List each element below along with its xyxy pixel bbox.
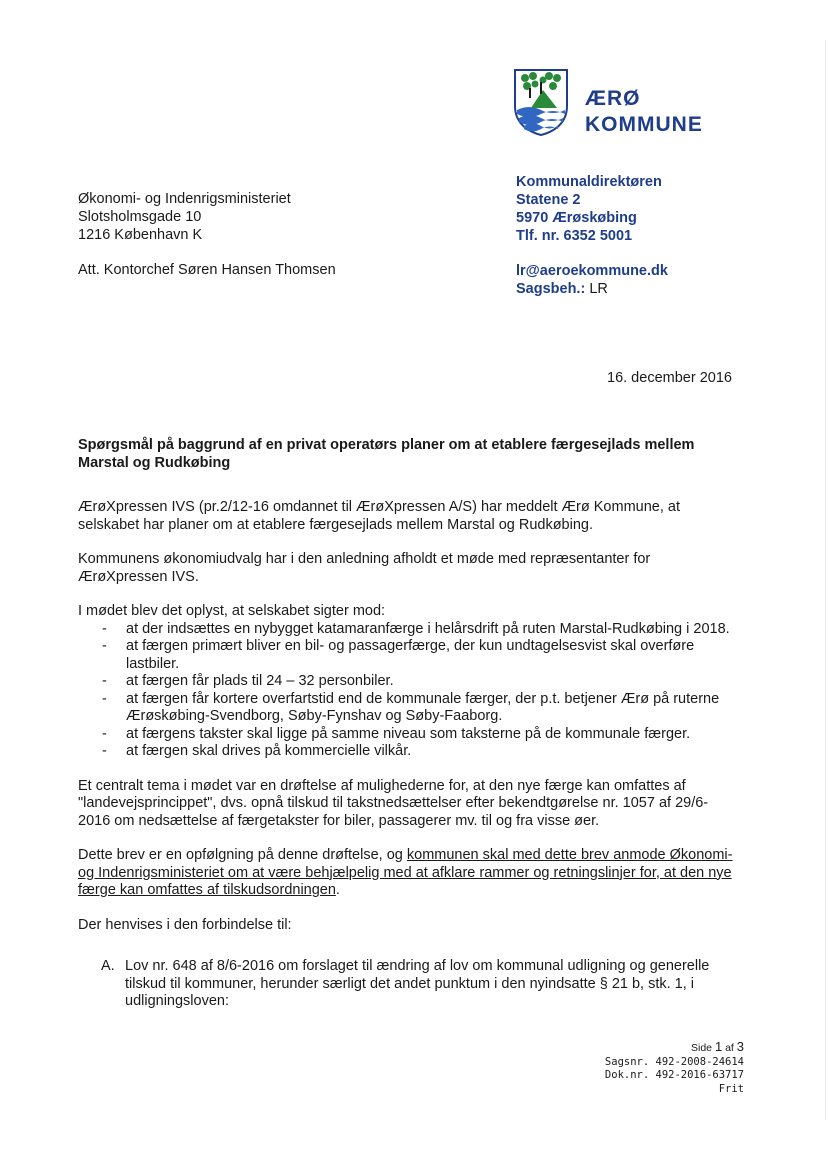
sender-address — [516, 173, 662, 245]
sender-phone: Tlf. nr. 6352 5001 — [516, 228, 633, 244]
sender-email[interactable]: lr@aeroekommune.dk — [516, 263, 668, 279]
paragraph-5-end: . — [335, 882, 340, 898]
letter-body — [78, 437, 740, 1011]
list-item — [78, 726, 740, 744]
goals-list — [78, 621, 740, 761]
municipality-name — [585, 86, 703, 138]
paragraph-3: I mødet blev det oplyst, at selskabet sigter mod: — [78, 603, 386, 619]
case-handler-label: Sagsbeh.: — [516, 281, 586, 297]
sender-title: Kommunaldirektøren — [516, 174, 662, 190]
list-dash: - — [102, 743, 107, 759]
case-number: Sagsnr. 492-2008-24614 — [604, 1055, 744, 1068]
list-dash: - — [102, 690, 107, 707]
paragraph-6: Der henvises i den forbindelse til: — [78, 916, 292, 933]
list-dash: - — [102, 620, 107, 637]
municipality-crest-logo — [513, 68, 569, 136]
paragraph-5 — [78, 847, 740, 900]
case-handler-value: LR — [585, 281, 608, 297]
sender-contact — [516, 262, 668, 298]
page-number — [605, 1040, 744, 1056]
page-total: 3 — [736, 1039, 744, 1054]
recipient-line-2: Slotsholmsgade 10 — [78, 209, 202, 225]
list-item — [78, 638, 740, 673]
logo-line-2: KOMMUNE — [585, 113, 703, 136]
recipient-line-3: 1216 København K — [78, 227, 203, 243]
list-dash: - — [102, 638, 107, 654]
list-item-text: at færgen primært bliver en bil- og passagerfærge, der kun undtagelsesvist skal overføre lastbiler. — [126, 638, 695, 672]
list-item — [78, 673, 740, 691]
sender-city: 5970 Ærøskøbing — [516, 210, 637, 226]
list-item-text: at færgens takster skal ligge på samme niveau som taksterne på de kommunale færger. — [126, 725, 691, 742]
case-handler — [516, 280, 668, 298]
reference-letter: A. — [101, 958, 115, 974]
recipient-attention: Att. Kontorchef Søren Hansen Thomsen — [78, 262, 336, 278]
letter-subject: Spørgsmål på baggrund af en privat operatørs planer om at etablere færgesejlads mellem Marstal og Rudkøbing — [78, 437, 695, 471]
list-dash: - — [102, 673, 107, 689]
list-item — [78, 743, 740, 761]
document-number: Dok.nr. 492-2016-63717 — [604, 1069, 744, 1081]
list-item — [78, 958, 740, 1011]
page-prefix: Side — [691, 1042, 715, 1054]
page-footer — [605, 1040, 744, 1096]
paragraph-4: Et centralt tema i mødet var en drøftelse af mulighederne for, at den nye færge kan omfattes af "landevejsprincippet", dvs. opnå tilskud til takstnedsættelser efter bekendtgørelse nr. 1057 af 29/6-2016 om nedsættelse af færgetakster for biler, passagerer mv. til og fra visse øer. — [78, 777, 709, 829]
paragraph-1: ÆrøXpressen IVS (pr.2/12-16 omdannet til ÆrøXpressen A/S) har meddelt Ærø Kommune, at selskabet har planer om at etablere færgesejlads mellem Marstal og Rudkøbing. — [78, 499, 680, 533]
recipient-line-1: Økonomi- og Indenrigsministeriet — [78, 191, 291, 207]
list-item-text: at færgen får kortere overfartstid end de kommunale færger, der p.t. betjener Ærø på ruterne Ærøskøbing-Svendborg, Søby-Fynshav og Søby-Faaborg. — [126, 690, 720, 724]
sender-street: Statene 2 — [516, 192, 581, 208]
letter-date: 16. december 2016 — [607, 370, 732, 386]
paragraph-2: Kommunens økonomiudvalg har i den anledning afholdt et møde med repræsentanter for ÆrøXpressen IVS. — [78, 551, 651, 585]
page-current: 1 — [714, 1039, 723, 1054]
list-item-text: at færgen skal drives på kommercielle vilkår. — [126, 743, 412, 759]
paragraph-5-start: Dette brev er en opfølgning på denne drøftelse, og — [78, 847, 407, 863]
list-item — [78, 691, 740, 726]
list-dash: - — [102, 725, 107, 742]
list-item — [78, 621, 740, 639]
recipient-address — [78, 190, 291, 244]
references-list — [78, 958, 740, 1011]
list-item-text: at der indsættes en nybygget katamaranfærge i helårsdrift på ruten Marstal-Rudkøbing i 2018. — [126, 620, 730, 637]
paragraph-5-request: kommunen skal med dette brev anmode Økonomi- og Indenrigsministeriet om at være behjælpelig med at afklare rammer og retningslinjer for, at den nye færge kan omfattes af tilskudsordningen — [78, 847, 733, 898]
list-item-text: at færgen får plads til 24 – 32 personbiler. — [126, 673, 394, 689]
page-mid: af — [722, 1042, 737, 1054]
reference-text: Lov nr. 648 af 8/6-2016 om forslaget til ændring af lov om kommunal udligning og generelle tilskud til kommuner, herunder særligt det andet punktum i den nyindsatte § 21 b, stk. 1, i udligningsloven: — [125, 958, 710, 1009]
logo-line-1: ÆRØ — [585, 87, 641, 110]
classification: Frit — [718, 1082, 744, 1095]
